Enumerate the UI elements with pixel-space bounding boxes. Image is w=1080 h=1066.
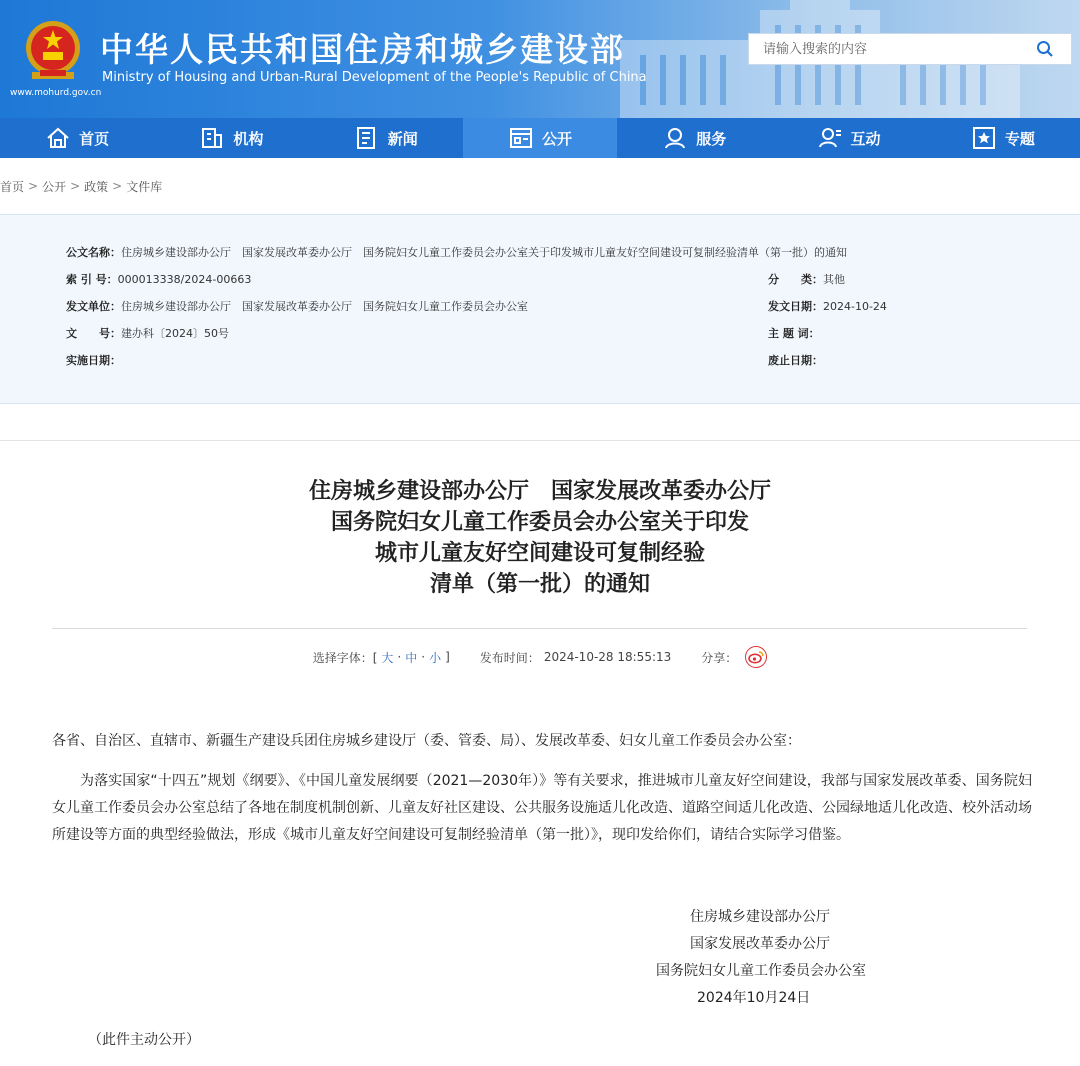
document-meta-panel — [0, 214, 1080, 404]
site-title: 中华人民共和国住房和城乡建设部 — [100, 30, 625, 69]
national-emblem-icon — [22, 18, 84, 82]
breadcrumb-disclosure[interactable]: 公开 — [42, 179, 67, 194]
breadcrumb-separator: > — [70, 179, 81, 193]
building-icon — [199, 125, 225, 151]
nav-label: 新闻 — [387, 129, 418, 148]
title-divider — [52, 628, 1027, 629]
font-size-small[interactable]: 小 — [429, 650, 442, 665]
font-size-medium[interactable]: 中 — [405, 650, 418, 665]
nav-label: 专题 — [1004, 129, 1035, 148]
signature-ndrc: 国家发展改革委办公厅 — [690, 936, 830, 952]
meta-repeal-date: 废止日期： — [768, 354, 823, 367]
document-title — [0, 476, 1080, 600]
service-icon — [662, 125, 688, 151]
nav-label: 机构 — [233, 129, 264, 148]
breadcrumb-separator: > — [112, 179, 123, 193]
nav-label: 互动 — [850, 129, 881, 148]
disclosure-note: （此件主动公开） — [88, 1032, 200, 1048]
nav-label: 服务 — [696, 129, 727, 148]
title-line: 城市儿童友好空间建设可复制经验 — [374, 541, 705, 566]
meta-doc-number: 文 号：建办科〔2024〕50号 — [66, 327, 229, 340]
meta-issuer: 发文单位：住房城乡建设部办公厅 国家发展改革委办公厅 国务院妇女儿童工作委员会办公室 — [66, 300, 528, 313]
search-button[interactable] — [1019, 34, 1071, 64]
publish-time: 2024-10-28 18:55:13 — [543, 650, 672, 664]
meta-category: 分 类：其他 — [768, 273, 845, 286]
nav-news[interactable] — [309, 118, 463, 158]
article-tools — [0, 646, 1080, 668]
nav-home[interactable] — [0, 118, 154, 158]
search-icon — [1036, 40, 1054, 58]
font-size-bracket: ] — [445, 650, 450, 664]
breadcrumb-policy[interactable]: 政策 — [84, 179, 109, 194]
meta-effective-date: 实施日期： — [66, 354, 121, 367]
search-box — [748, 33, 1072, 65]
search-input[interactable] — [749, 34, 1019, 64]
home-icon — [45, 125, 71, 151]
breadcrumb — [0, 158, 1080, 214]
nav-service[interactable] — [617, 118, 771, 158]
font-size-large[interactable]: 大 — [381, 650, 394, 665]
site-header — [0, 0, 1080, 118]
meta-issue-date: 发文日期：2024-10-24 — [768, 300, 887, 313]
signature-nwccw: 国务院妇女儿童工作委员会办公室 — [656, 963, 866, 979]
disclosure-icon — [508, 125, 534, 151]
weibo-share-icon[interactable] — [745, 646, 767, 668]
font-size-separator: · — [421, 650, 426, 664]
body-paragraph: 为落实国家“十四五”规划《纲要》、《中国儿童发展纲要（2021—2030年）》等有关要求，推进城市儿童友好空间建设，我部与国家发展改革委、国务院妇女儿童工作委员会办公室总结了各地在制度机制创新、儿童友好社区建设、公共服务设施适儿化改造、道路空间适儿化改造、公园绿地适儿化改造、校外活动场所建设等方面的典型经验做法，形成《城市儿童友好空间建设可复制经验清单（第一批）》，现印发给你们，请结合实际学习借鉴。 — [52, 773, 1032, 843]
nav-topic[interactable] — [926, 118, 1080, 158]
topic-icon — [971, 125, 997, 151]
font-size-separator: · — [397, 650, 402, 664]
share-label: 分享： — [701, 650, 738, 665]
nav-organization[interactable] — [154, 118, 308, 158]
site-subtitle: Ministry of Housing and Urban-Rural Development of the People's Republic of China — [102, 70, 647, 85]
nav-label: 首页 — [79, 129, 110, 148]
meta-index: 索 引 号：000013338/2024-00663 — [66, 273, 252, 286]
breadcrumb-library[interactable]: 文件库 — [126, 179, 163, 194]
breadcrumb-home[interactable]: 首页 — [0, 179, 25, 194]
interaction-icon — [817, 125, 843, 151]
publish-time-label: 发布时间： — [479, 650, 540, 665]
title-line: 住房城乡建设部办公厅 国家发展改革委办公厅 — [308, 479, 771, 504]
site-url: www.mohurd.gov.cn — [10, 88, 102, 98]
breadcrumb-separator: > — [28, 179, 39, 193]
news-icon — [354, 125, 380, 151]
meta-subject: 主 题 词： — [768, 327, 820, 340]
title-line: 清单（第一批）的通知 — [429, 572, 650, 597]
nav-label: 公开 — [541, 129, 572, 148]
salutation: 各省、自治区、直辖市、新疆生产建设兵团住房城乡建设厅（委、管委、局）、发展改革委、妇女儿童工作委员会办公室： — [52, 733, 801, 749]
section-divider — [0, 440, 1080, 441]
main-nav — [0, 118, 1080, 158]
nav-interaction[interactable] — [771, 118, 925, 158]
title-line: 国务院妇女儿童工作委员会办公室关于印发 — [330, 510, 749, 535]
signature-date: 2024年10月24日 — [697, 990, 811, 1006]
font-size-label: 选择字体：[ — [312, 650, 378, 665]
nav-disclosure[interactable] — [463, 118, 617, 158]
meta-doc-name: 公文名称：住房城乡建设部办公厅 国家发展改革委办公厅 国务院妇女儿童工作委员会办公室关于印发城市儿童友好空间建设可复制经验清单（第一批）的通知 — [66, 246, 847, 259]
signature-moh: 住房城乡建设部办公厅 — [690, 909, 830, 925]
